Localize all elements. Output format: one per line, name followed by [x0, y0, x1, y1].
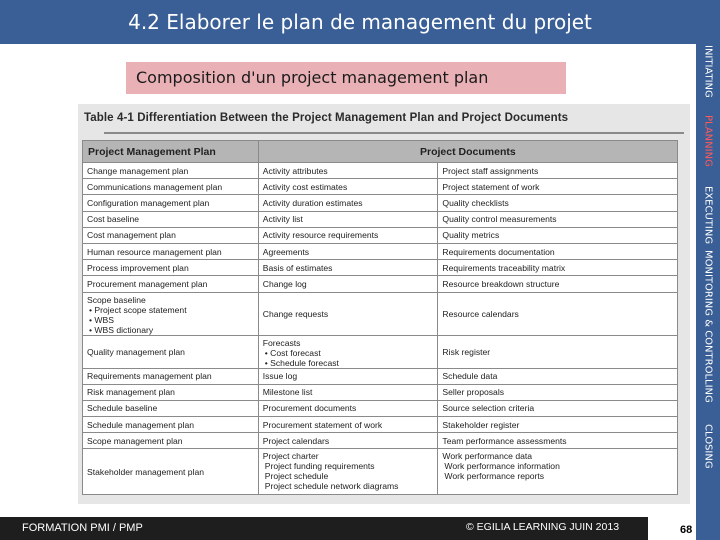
- cell-subitem: Project funding requirements: [264, 461, 375, 472]
- table-cell: [258, 260, 438, 276]
- table-cell: [438, 335, 678, 368]
- differentiation-table: [82, 140, 678, 495]
- cell-text: Forecasts: [262, 337, 301, 348]
- table-cell: [438, 195, 678, 211]
- table-row: [83, 449, 678, 495]
- footer-course: FORMATION PMI / PMP: [22, 522, 143, 534]
- cell-text: Risk register: [442, 346, 491, 357]
- table-figure: [78, 104, 690, 504]
- header-documents: Project Documents: [258, 141, 677, 163]
- phase-sidebar: [696, 0, 720, 540]
- cell-text: Issue log: [262, 371, 298, 382]
- cell-text: Quality metrics: [442, 230, 500, 241]
- table-cell: [438, 384, 678, 400]
- cell-text: Communications management plan: [87, 181, 223, 192]
- phase-executing: EXECUTING: [702, 185, 714, 245]
- cell-text: Seller proposals: [442, 387, 505, 398]
- cell-subitem: Work performance information: [444, 461, 560, 472]
- table-cell: [83, 417, 259, 433]
- cell-text: Resource breakdown structure: [442, 278, 560, 289]
- cell-subitem: Project schedule: [264, 471, 329, 482]
- table-cell: [258, 179, 438, 195]
- table-cell: [83, 400, 259, 416]
- cell-text: Project staff assignments: [442, 165, 539, 176]
- table-cell: [258, 276, 438, 292]
- cell-text: Change log: [262, 278, 307, 289]
- table-caption: Table 4-1 Differentiation Between the Project Management Plan and Project Documents: [84, 112, 569, 124]
- table-cell: [83, 179, 259, 195]
- table-cell: [83, 384, 259, 400]
- table-row: [83, 195, 678, 211]
- table-cell: [438, 211, 678, 227]
- cell-text: Project charter: [262, 451, 319, 462]
- cell-text: Requirements documentation: [442, 246, 555, 257]
- table-row: [83, 368, 678, 384]
- cell-text: Project calendars: [262, 435, 330, 446]
- table-row: [83, 292, 678, 335]
- cell-text: Team performance assessments: [442, 435, 567, 446]
- table-cell: [258, 368, 438, 384]
- cell-text: Quality checklists: [442, 197, 509, 208]
- table-row: [83, 276, 678, 292]
- cell-text: Milestone list: [262, 387, 313, 398]
- table-cell: [258, 384, 438, 400]
- table-row: [83, 163, 678, 179]
- cell-text: Activity attributes: [262, 165, 328, 176]
- cell-text: Requirements traceability matrix: [442, 262, 566, 273]
- cell-text: Quality control measurements: [442, 214, 557, 225]
- cell-text: Schedule baseline: [87, 403, 158, 414]
- table-cell: [258, 335, 438, 368]
- table-row: [83, 384, 678, 400]
- table-row: [83, 211, 678, 227]
- cell-text: Activity list: [262, 214, 303, 225]
- cell-text: Project statement of work: [442, 181, 540, 192]
- table-cell: [438, 276, 678, 292]
- table-cell: [438, 292, 678, 335]
- table-cell: [83, 211, 259, 227]
- table-cell: [83, 276, 259, 292]
- table-cell: [438, 260, 678, 276]
- cell-text: Activity duration estimates: [262, 197, 363, 208]
- table-row: [83, 417, 678, 433]
- cell-text: Resource calendars: [442, 308, 519, 319]
- table-cell: [438, 400, 678, 416]
- phase-closing: CLOSING: [702, 423, 714, 469]
- cell-text: Requirements management plan: [87, 371, 212, 382]
- cell-text: Cost management plan: [87, 230, 176, 241]
- cell-text: Stakeholder register: [442, 419, 520, 430]
- table-row: [83, 400, 678, 416]
- table-cell: [83, 433, 259, 449]
- table-cell: [438, 433, 678, 449]
- table-cell: [438, 163, 678, 179]
- slide-title: 4.2 Elaborer le plan de management du projet: [128, 10, 592, 34]
- footer-copyright: © EGILIA LEARNING JUIN 2013: [466, 521, 620, 533]
- cell-subitem: • WBS dictionary: [89, 324, 154, 335]
- cell-subitem: • Schedule forecast: [264, 357, 339, 368]
- cell-text: Configuration management plan: [87, 197, 210, 208]
- cell-text: Agreements: [262, 246, 310, 257]
- table-cell: [83, 163, 259, 179]
- table-header-row: [83, 141, 678, 163]
- phase-planning: PLANNING: [702, 115, 714, 167]
- cell-subitem: • WBS: [89, 314, 114, 325]
- table-cell: [438, 227, 678, 243]
- phase-initiating: INITIATING: [702, 44, 714, 98]
- cell-text: Scope management plan: [87, 435, 183, 446]
- table-cell: [258, 243, 438, 259]
- cell-text: Cost baseline: [87, 214, 140, 225]
- table-cell: [258, 417, 438, 433]
- cell-subitem: • Project scope statement: [89, 304, 187, 315]
- table-row: [83, 243, 678, 259]
- cell-subitem: • Cost forecast: [264, 347, 321, 358]
- table-cell: [258, 433, 438, 449]
- cell-text: Quality management plan: [87, 346, 185, 357]
- header-plan: Project Management Plan: [83, 141, 259, 163]
- table-row: [83, 433, 678, 449]
- table-cell: [258, 449, 438, 495]
- cell-text: Risk management plan: [87, 387, 175, 398]
- table-row: [83, 179, 678, 195]
- caption-divider: [104, 132, 684, 134]
- table-row: [83, 335, 678, 368]
- cell-text: Procurement documents: [262, 403, 357, 414]
- table-cell: [83, 260, 259, 276]
- table-cell: [83, 195, 259, 211]
- table-cell: [258, 211, 438, 227]
- table-row: [83, 260, 678, 276]
- cell-text: Change requests: [262, 308, 329, 319]
- table-row: [83, 227, 678, 243]
- cell-text: Procurement management plan: [87, 278, 208, 289]
- cell-text: Source selection criteria: [442, 403, 535, 414]
- cell-subitem: Work performance reports: [444, 471, 545, 482]
- table-cell: [438, 449, 678, 495]
- table-cell: [258, 163, 438, 179]
- table-cell: [438, 179, 678, 195]
- cell-text: Activity resource requirements: [262, 230, 379, 241]
- cell-text: Activity cost estimates: [262, 181, 348, 192]
- cell-subitem: Project schedule network diagrams: [264, 481, 399, 492]
- slide-subtitle: Composition d'un project management plan: [126, 62, 566, 94]
- cell-text: Schedule data: [442, 371, 498, 382]
- table-cell: [438, 417, 678, 433]
- cell-text: Human resource management plan: [87, 246, 222, 257]
- cell-text: Schedule management plan: [87, 419, 195, 430]
- table-cell: [258, 292, 438, 335]
- table-cell: [83, 292, 259, 335]
- cell-text: Stakeholder management plan: [87, 466, 205, 477]
- table-cell: [83, 227, 259, 243]
- cell-text: Scope baseline: [87, 294, 146, 305]
- cell-text: Procurement statement of work: [262, 419, 383, 430]
- table-cell: [83, 335, 259, 368]
- table-cell: [258, 227, 438, 243]
- table-cell: [83, 368, 259, 384]
- cell-text: Process improvement plan: [87, 262, 189, 273]
- cell-text: Basis of estimates: [262, 262, 333, 273]
- cell-text: Work performance data: [442, 451, 533, 462]
- cell-text: Change management plan: [87, 165, 189, 176]
- phase-monitoring-controlling: MONITORING & CONTROLLING: [702, 249, 714, 403]
- table-cell: [83, 243, 259, 259]
- table-cell: [438, 368, 678, 384]
- page-number: 68: [680, 524, 693, 536]
- table-cell: [83, 449, 259, 495]
- table-cell: [258, 400, 438, 416]
- table-cell: [258, 195, 438, 211]
- table-cell: [438, 243, 678, 259]
